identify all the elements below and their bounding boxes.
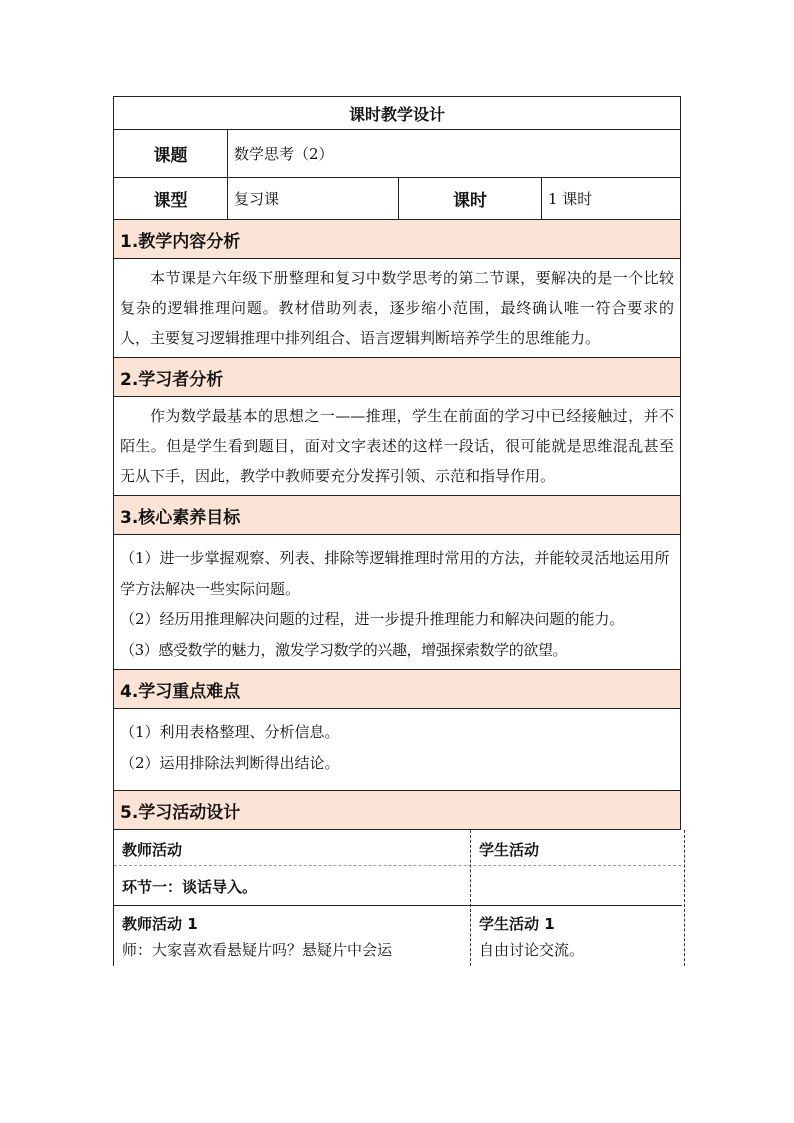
doc-title: 课时教学设计 [348,104,445,124]
section-4-title: 4.学习重点难点 [114,670,680,708]
teacher-activity-1-text: 师：大家喜欢看悬疑片吗？悬疑片中会运 [122,941,393,959]
learner-analysis-text: 作为数学最基本的思想之一——推理，学生在前面的学习中已经接触过，并不陌生。但是学生看到题目，面对文字表述的这样一段话，很可能就是思维混乱甚至无从下手，因此，教学中教师要充分发挥引领、示范和指导作用。 [120,407,674,485]
column-divider [470,830,471,966]
section-4-header [113,670,681,709]
goal-item: （1）进一步掌握观察、列表、排除等逻辑推理时常用的方法，并能较灵活地运用所学方法解决一些实际问题。 [120,549,670,598]
goal-item: （3）感受数学的魅力，激发学习数学的兴趣，增强探索数学的欲望。 [120,640,568,659]
section-2-title: 2.学习者分析 [114,358,680,396]
stage-1-title: 环节一：谈话导入。 [122,878,258,896]
activity-1-row [114,906,681,966]
type-label: 课型 [153,191,188,211]
section-1-body [113,259,681,358]
lesson-plan-table [113,96,681,966]
topic-label: 课题 [153,146,188,166]
key-points [114,709,680,790]
section-3-header [113,496,681,535]
title-row [113,96,681,130]
period-label: 课时 [398,178,541,219]
period-value: 1 课时 [541,178,680,219]
student-activity-1 [471,906,681,966]
key-point-item: （2）运用排除法判断得出结论。 [120,753,340,772]
right-border [684,830,685,966]
stage-row [114,866,682,906]
section-1-header [113,220,681,259]
section-2-header [113,358,681,397]
student-activity-1-title: 学生活动 1 [479,915,555,933]
activity-table [113,830,681,966]
core-goals [114,535,680,669]
teacher-activity-1 [114,906,471,966]
section-5-header [113,791,681,830]
section-1-title: 1.教学内容分析 [114,220,680,258]
student-header: 学生活动 [479,841,540,859]
content-analysis-text: 本节课是六年级下册整理和复习中数学思考的第二节课，要解决的是一个比较复杂的逻辑推理问题。教材借助列表，逐步缩小范围，最终确认唯一符合要求的人，主要复习逻辑推理中排列组合、语言逻辑判断培养学生的思维能力。 [120,269,674,347]
type-value: 复习课 [227,178,398,219]
section-2-body [113,397,681,496]
key-point-item: （1）利用表格整理、分析信息。 [120,723,340,741]
goal-item: （2）经历用推理解决问题的过程，进一步提升推理能力和解决问题的能力。 [120,610,625,628]
teacher-header: 教师活动 [122,841,183,859]
section-4-body [113,709,681,791]
student-activity-1-text: 自由讨论交流。 [479,941,585,959]
activity-header-row [114,830,681,866]
content-analysis [114,259,680,357]
type-row [113,178,681,220]
section-3-body [113,535,681,670]
topic-row [113,130,681,178]
learner-analysis [114,397,680,495]
section-5-title: 5.学习活动设计 [114,791,680,829]
teacher-activity-1-title: 教师活动 1 [122,915,198,933]
topic-value: 数学思考（2） [227,130,680,177]
section-3-title: 3.核心素养目标 [114,496,680,534]
